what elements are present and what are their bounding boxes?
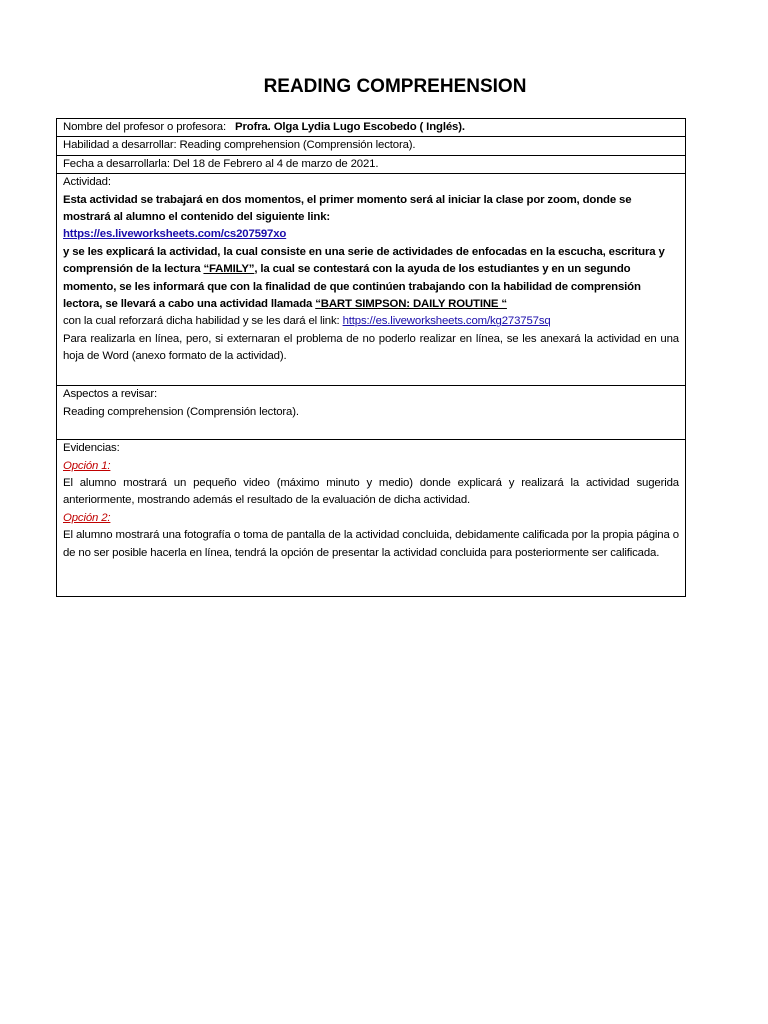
activity-cell: [57, 174, 686, 386]
aspects-heading: Aspectos a revisar:: [63, 388, 158, 401]
aspects-text: Reading comprehension (Comprensión lectora).: [63, 405, 299, 418]
option-1-label: Opción 1:: [63, 459, 111, 472]
document-title: READING COMPREHENSION: [263, 76, 527, 97]
teacher-cell: [57, 119, 686, 137]
teacher-name: Profra. Olga Lydia Lugo Escobedo ( Inglés).: [235, 121, 465, 133]
date-cell: Fecha a desarrollarla: Del 18 de Febrero al 4 de marzo de 2021.: [57, 155, 686, 173]
option-2-label: Opción 2:: [63, 511, 111, 524]
teacher-row: [57, 119, 686, 137]
teacher-label: Nombre del profesor o profesora:: [63, 121, 226, 133]
family-title: “FAMILY”: [203, 263, 255, 276]
evidence-row: [57, 440, 686, 597]
bart-simpson-title: “BART SIMPSON: DAILY ROUTINE “: [315, 298, 507, 311]
worksheet-link-1[interactable]: https://es.liveworksheets.com/cs207597xo: [63, 228, 287, 241]
aspects-cell: [57, 386, 686, 440]
worksheet-link-2[interactable]: https://es.liveworksheets.com/kg273757sq: [342, 315, 551, 328]
activity-plan-table: [56, 118, 686, 597]
evidence-cell: [57, 440, 686, 597]
skill-cell: Habilidad a desarrollar: Reading comprehension (Comprensión lectora).: [57, 137, 686, 155]
aspects-row: [57, 386, 686, 440]
activity-description: y se les explicará la actividad, la cual consiste en una serie de actividades de enfocadas en la escucha, escritura y comprensión de la lectura: [63, 245, 665, 276]
skill-row: [57, 137, 686, 155]
option-1-text: El alumno mostrará un pequeño video (máximo minuto y medio) donde explicará y realizará la actividad sugerida anteriormente, mostrando además el resultado de la evaluación de dicha actividad.: [63, 477, 679, 507]
option-2-text: El alumno mostrará una fotografía o toma de pantalla de la actividad concluida, debidamente calificada por la propia página o de no ser posible hacerla en línea, tendrá la opción de presentar la actividad concluida para posteriormente ser calificada.: [63, 529, 679, 559]
evidence-heading: Evidencias:: [63, 442, 120, 455]
activity-link-intro: con la cual reforzará dicha habilidad y se les dará el link:: [63, 315, 343, 328]
activity-description-cont: , la cual se contestará con la ayuda de los estudiantes y en un segundo momento, se les informará que con la finalidad de que continúen trabajando con la habilidad de comprensión lectora, se llevará a cabo una actividad llamada: [63, 263, 641, 311]
activity-intro: Esta actividad se trabajará en dos momentos, el primer momento será al iniciar la clase por zoom, donde se mostrará al alumno el contenido del siguiente link:: [63, 193, 632, 224]
activity-heading: Actividad:: [63, 176, 111, 189]
activity-row: [57, 174, 686, 386]
activity-alternative: Para realizarla en línea, pero, si externaran el problema de no poderlo realizar en línea, se les anexará la actividad en una hoja de Word (anexo formato de la actividad).: [63, 332, 679, 363]
date-row: [57, 155, 686, 173]
